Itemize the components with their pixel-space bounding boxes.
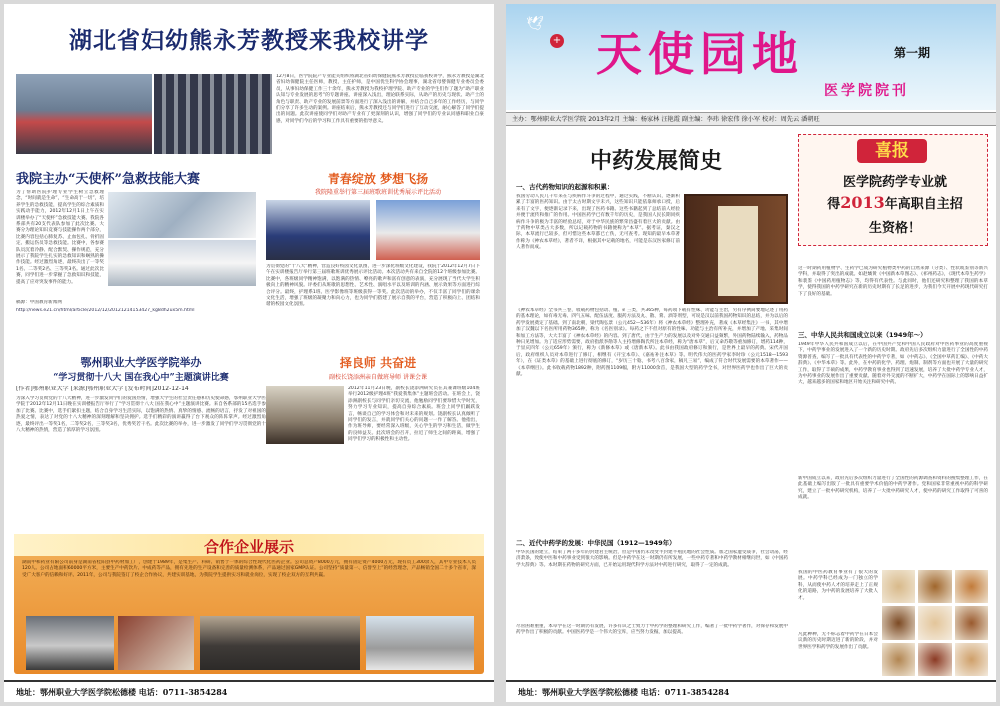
speech-contest-meta: [作者]鄂州职业大学 [来源]鄂州职业大学 [发布时间]2012-12-14 — [16, 386, 189, 392]
footer-left-text: 地址：鄂州职业大学医学院松德楼 电话：0711-3854284 — [16, 686, 228, 697]
cross-icon: + — [550, 34, 564, 48]
masthead-subtitle: 医学院院刊 — [824, 83, 909, 99]
section3-heading: 三、中华人民共和国成立以来（1949年～） — [798, 331, 927, 339]
coop-title: 合作企业展示 — [203, 538, 294, 556]
speech-contest-text: 为深入学习贯彻党的十八大精神，进一步激发同学们的爱国热情，增强大学生的社会责任感和历史使命感，鄂州职业大学医学院于2012年12月11日晚在实训楼报告厅举行了“学习贯彻十八大 国在我心中”主题演讲比赛。来自各系部的15名选手参加了比赛。比赛中，选手们紧扣主题，结合自身学习生活实际，以饱满的热情、真挚的情感、流畅的语言，抒发了对祖国的热爱之情，表达了对党的十八大精神的深刻理解和坚决拥护。选手们精彩的演讲赢得了台下观众的阵阵掌声。经过激烈角逐，最终评出一等奖1名，二等奖2名，三等奖3名，优秀奖若干名。此次比赛的举办，进一步激发了同学们学习贯彻党的十八大精神的热情，营造了浓厚的学习氛围。 — [16, 396, 266, 434]
news-line2-post: 年高职自主招 — [884, 197, 963, 212]
section2-heading: 二、近代中药学的发展：中华民国（1912—1949年） — [516, 539, 676, 547]
history-text-1: 我国劳动人民几千年来在与疾病作斗争的过程中，通过实践，不断认识，逐渐积累了丰富的医药知识。由于太古时期文字未兴，这些知识只能依靠师承口授，后来有了文字，便逐渐记录下来，出现了医药书籍。这些书籍起到了总结前人经验并便于流传和推广的作用。中国医药学已有数千年的历史，是我国人民长期同疾病作斗争的极为丰富的经验总结，对于中华民族的繁荣昌盛有着巨大的贡献。由于药物中草类占大多数，所以记载药物的书籍便称为“本草”。据考证，秦汉之际，本草流行已较多，但可惜这些本草都已亡佚，无可查考。现知的最早本草著作称为《神农本草经》，著者不详，根据其中记载的地名，可能是东汉医家修订前人著作而成。 — [516, 194, 680, 251]
speech-contest-title: 鄂州职业大学医学院举办 — [80, 356, 202, 369]
news-line1: 医学院药学专业就 — [842, 175, 947, 190]
herb-image — [955, 570, 988, 603]
speech-photo-1 — [266, 200, 370, 260]
coop-text: 湖南中和药业有限公司前身是湖南省桂阳县中药材加工厂，创建于1989年，是集生产、科研、销售于一体的综合性现代化医药企业。公司总资产8000万元，拥有固定资产4000万元，现有员工300余人，其中专业技术人员120人。公司占地面积60000平方米，主要生产中药饮片、中成药等产品，拥有先进的生产设备和完善的质量检测体系，产品通过国家GMP认证。公司坚持“质量第一、信誉至上”的经营理念，产品畅销全国二十多个省市，深受广大客户的信赖和好评。2011年，公司与我院签订了校企合作协议，共建实训基地，为我院学生提供实习和就业岗位，实现了校企双方的互利共赢。 — [22, 560, 476, 578]
column-text-2: 1949年中华人民共和国成立以后，在中国共产党和中国人民政府对中医药事业的高度重视下，中药学事业的发展进入了一个新的历史时期。政府先后多次组织力量进行了全国性的中药资源普查，编写了一批具有代表性的中药学专著，如《中药志》、《全国中草药汇编》、《中药大辞典》、《中华本草》等。此外，在中药的化学、药理、炮制、制剂等方面也开展了大量的研究工作，取得了丰硕的成果，中药学教育事业也得到了迅速发展，培养了大批中药学专业人才，为中药事业的发展作出了重要贡献。随着对外交流的不断扩大，中药学在国际上的影响日益扩大，越来越多的国家和地区开始关注和研究中药。 — [798, 342, 988, 386]
speech-photo-2 — [376, 200, 480, 260]
news-badge: 喜报 — [857, 139, 927, 163]
history-text-4: 尽管困难重重，本草学在这一时期仍有发展，许多有识之士致力于中药学的整理和研究工作，编著了一批中药学著作，对保存和发展中药学作出了积极的贡献。中国医药学是一个伟大的宝库，应当努力发掘，加以提高。 — [516, 624, 788, 636]
masthead-title: 天使园地 — [596, 27, 804, 81]
news-box — [798, 134, 988, 246]
herb-image — [955, 606, 988, 639]
herb-image — [918, 606, 951, 639]
competition-text: 为了帮助医院护理专业学生树立急救理念，“时间就是生命”，“生命高于一切”，培养学生的急救技能，提高学生的综合素质和实践动手能力，2012年12月1日上午在实训楼举办了“天使杯”急救技能大赛。我院各系部共有20支代表队参加了此次比赛。大赛分为理论知识竞赛与技能操作两个部分，比赛内容包括心肺复苏、止血包扎、骨折固定、搬运伤员等急救技能。比赛中，各参赛队员沉着冷静、配合默契、操作规范，充分展示了我院学生扎实的急救知识和娴熟的操作技能。经过激烈角逐，最终决出了一等奖1名、二等奖2名、三等奖3名。通过此次比赛，同学们进一步掌握了急救知识和技能，提高了应对突发事件的能力。 — [16, 190, 104, 285]
history-text-3: 中华民国的建立，结束了两千多年的封建君主统治，但是中国仍未改变半封建半殖民地的社会性质。加之国家遭受战争，社会动荡，经济萧条，致使中医和中药事业受到很大的影响。但是中药学在这一时期仍有所发展，一些中药专著和中药学教材相继问世，如《中国药学大辞典》等。本时期在药物的研究方面，已开始运用现代科学方法对中药进行研究，取得了一定的成就。 — [516, 550, 788, 568]
right-page — [506, 4, 996, 702]
history-text-2: 《神农本草经》全书共三卷，收载药物包括动、植、矿三类，共365种，每药项下载有性味、功能与主治，另有序例简要地记述了用药的基本理论，如有毒无毒、四气五味、配伍法度、服药方法及丸、散、膏、酒等剂型，可说是汉以前我国药物知识的总结，并为以后的药学发展奠定了基础。到了南北朝，梁代陶弘景（公元452—536年）将《神农本草经》整理补充，著成《本草经集注》一书，其中增加了汉魏以下名医所用药物365种，称为《名医别录》。每药之下不但对原有的性味、功能与主治有所补充，并增加了产地、采集时间和加工方法等，大大丰富了《神农本草经》的内容。到了唐代，由于生产力的发展以及对外交通日益频繁，外国药物陆续输入，药物品种日见增加。为了适应形势需要，政府指派李勣等人主持增修陶氏所注本草经，称为“唐本草”，后又命苏敬等重加修订，增药114种，于显庆四年（公元659年）颁行，称为《新修本草》或《唐新本草》。此书由我国政府修订和颁行，是世界上最早的药典。宋代开国后，政府组织人员对本草进行了修订，相继有《开宝本草》、《嘉祐补注本草》等。明代伟大的医药学家李时珍（公元1518—1593年），在《证类本草》的基础上进行彻底的修订，“岁历三十稔，书考八百余家，稿凡三易”，编成了符合时代发展需要的本草著作——《本草纲目》。此书收载药物1892种，附药图1109幅，附方11000余首，是我国大型的药学全书，对世界医药学也作出了巨大的贡献。 — [516, 308, 788, 378]
competition-photo-2 — [108, 240, 256, 286]
herb-image — [918, 570, 951, 603]
column-text-3: 新中国成立以来，政府先后多次组织力量进行了全国性的药源调查和资料的搜集整理工作，在此基础上编写出版了一批具有重要学术价值的中药学著作。党和国家非常重视中药的科学研究，建立了一批中药研究机构，培养了一大批中药研究人才，使中药的研究工作取得了可喜的成就。 — [798, 476, 988, 501]
coop-section — [14, 534, 484, 674]
headline-lecture: 湖北省妇幼熊永芳教授来我校讲学 — [69, 27, 429, 54]
footer-right-text: 地址：鄂州职业大学医学院松德楼 电话：0711-3854284 — [518, 686, 730, 697]
competition-source: 稿源：中国教育新闻网 — [16, 300, 62, 305]
dove-icon: 🕊 — [526, 16, 544, 32]
coop-photo-1 — [26, 616, 114, 670]
staff-line: 主办：鄂州职业大学医学院 2013年2月 主编：杨家林 汪艳霞 副主编：李玮 徐宏伟 徐小军 校对：周先云 潘朝旺 — [512, 116, 820, 123]
lecture-photo-right — [154, 74, 272, 154]
competition-photo-1 — [108, 192, 256, 238]
column-text-4: 我国的中医药教育事业有了很大的发展。中药学科已经成为一门独立的学科，从而使中药人才的培养走上了正规化的道路，为中药的发展培养了大批人才。 — [798, 570, 878, 601]
lecture-photo-left — [16, 74, 152, 154]
coop-photo-3 — [200, 616, 360, 670]
exchange-photo — [266, 386, 344, 444]
staff-bar — [506, 112, 996, 126]
speech-subtitle: 我院隆重举行第三届班歌班训优秀展示评比活动 — [314, 189, 441, 196]
herb-image — [882, 643, 915, 676]
herb-image — [882, 606, 915, 639]
speech-text: 为贯彻党的“十八大”精神，营造良好校园文化氛围，进一步深化班级文化建设，我院于2012年12月7日下午在实训楼报告厅举行第三届班歌班训优秀展示评比活动。本次活动共有来自全院的12个班级参加比赛。比赛中，各班级同学精神饱满，以饱满的热情、嘹亮的歌声和富有创意的表演，充分展现了当代大学生积极向上的精神风貌。评委们从班歌的思想性、艺术性、演唱水平以及班训的内涵、展示效果等方面进行综合评分。最终，护理系1班、医学影像班等班级获得一等奖。此次活动的举办，不仅丰富了同学们的课余文化生活，增强了班级的凝聚力和向心力，也为同学们搭建了展示自我的平台，营造了积极向上、团结和谐的校园文化氛围。 — [266, 264, 480, 308]
herb-grid — [882, 570, 988, 676]
news-line2 — [807, 193, 983, 212]
exchange-subtitle: 副校长饶添洲亲自做班导师 讲课会课 — [329, 374, 427, 381]
news-year: 2013 — [840, 193, 885, 212]
book-cover-image — [684, 194, 788, 304]
issue-label: 第一期 — [894, 46, 931, 60]
column-text-1: 这一时期药用植物学、生药学已成为研究植物类中药的自然来源（分类）、性状或鉴别等新兴学科，并取得了突出的成就。如赵燏黄《中国新本草图志》、《祁州药志》，《现代本草生药学》和裴鉴《中国药用植物志》等，均得有代表性。与此同时，他们还研究和整理了我国的本草学，使得我国的中药学研究在新的历史时期有了长足的进步，为我们今天开展中药现代研究打下了良好的基础。 — [798, 266, 988, 297]
left-page — [4, 4, 494, 702]
section1-heading: 一、古代药物知识的起源和积累： — [516, 183, 614, 191]
speech-contest-headline: “学习贯彻十八大 国在我心中”主题演讲比赛 — [53, 373, 229, 383]
exchange-text: 2012年11月23日晚，副校长饶添洲研究员在其兼课班级104班举行2012级护理4班“我爱我集体”主题班会活动。在班会上，饶添洲副校长与同学们亲切交流，他勉励同学们要珍惜大学时光，努力学习专业知识，提高自身综合素质。班会上同学们踊跃发言，畅谈自己的学习体会和对未来的规划。饶副校长认真倾听了同学们的发言，并就同学们关心的问题一一作了解答。他指出，作为班导师，要经常深入班级，关心学生的学习和生活，做学生的良师益友。此次班会的召开，拉近了师生之间的距离，增强了同学们学习的积极性和主动性。 — [348, 386, 480, 443]
masthead — [506, 4, 996, 110]
coop-photo-2 — [118, 616, 194, 670]
footer-left — [4, 680, 494, 702]
column-text-5: 凡此种种，无不标志着中药学在日本会议新的历史时期迈进了新的阶段，并对世界医学和药学的发展作出了贡献。 — [798, 632, 878, 650]
herb-image — [882, 570, 915, 603]
competition-url: http://news.e21.cn/html/article/2012/12/20121214153427_kg8dh2ux5m.html — [16, 308, 195, 313]
exchange-title: 择良师 共奋进 — [339, 356, 417, 370]
herb-image — [918, 643, 951, 676]
herb-image — [955, 643, 988, 676]
speech-title: 青春绽放 梦想飞扬 — [327, 172, 429, 186]
book-cover-label — [718, 206, 758, 296]
news-line3: 生资格！ — [868, 221, 921, 236]
footer-right — [506, 680, 996, 702]
news-line2-pre: 得 — [827, 197, 841, 212]
history-headline: 中药发展简史 — [589, 148, 722, 174]
competition-headline: 我院主办“天使杯”急救技能大赛 — [16, 172, 200, 187]
lecture-text: 12月8日，医学院院产专业能关组织将湖北省妇幼保健院熊永芳教授莅临我校讲学，熊永芳教授是湖北省妇幼保健院主任医师，教授，主任护师，是中国优生科学协会理事，湖北省母婴保健专业委员会委员，从事妇幼保健工作三十余年，熊永芳教授为我校护理学院、助产专业的学生们作了题为“助产职业认知与专业发展的思考”的专题讲座。讲座深入浅出，理论联系实际，从助产的历史与现状、助产士的角色与职责、助产专业的发展前景等方面进行了深入浅出的讲解，并结合自己多年的工作经历，与同学们分享了许多生动的案例。讲座结束后，熊永芳教授还与同学们进行了互动交流，耐心解答了同学们提出的问题。此次讲座使同学们对助产专业有了更深刻的认识，增强了同学们的专业认同感和职业自豪感，对同学们今后的学习和工作具有重要的指导意义。 — [276, 74, 484, 124]
coop-photo-4 — [366, 616, 474, 670]
